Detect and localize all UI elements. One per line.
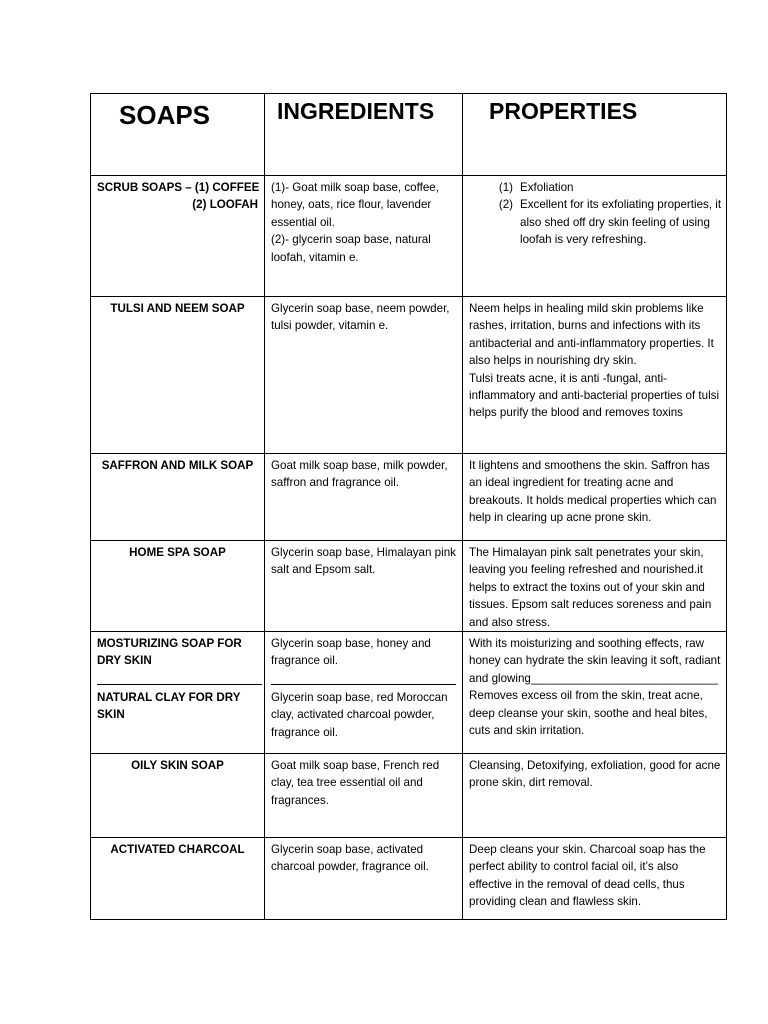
table-row-moisturizing-clay xyxy=(91,632,727,754)
ingredients-text: Glycerin soap base, red Moroccan clay, activated charcoal powder, fragrance oil. xyxy=(271,690,448,739)
soap-name: TULSI AND NEEM SOAP xyxy=(110,302,245,315)
header-soaps: SOAPS xyxy=(119,100,211,130)
ingredients-cell xyxy=(265,176,463,297)
header-ingredients-cell xyxy=(265,94,463,176)
table-row-saffron-milk xyxy=(91,454,727,541)
list-number: (2) xyxy=(498,198,513,212)
soap-name-cell xyxy=(91,754,265,838)
soap-name-cell xyxy=(91,632,265,754)
properties-list-item xyxy=(491,196,722,248)
soap-name: SAFFRON AND MILK SOAP xyxy=(101,459,254,472)
soap-name-line-2: (2) LOOFAH xyxy=(192,198,258,212)
properties-text: Deep cleans your skin. Charcoal soap has the perfect ability to control facial oil, it’s also effective in the removal of dead cells, thus providing clean and flawless skin. xyxy=(469,843,706,909)
list-item-text: Exfoliation xyxy=(520,181,574,194)
soap-name: OILY SKIN SOAP xyxy=(131,759,224,773)
header-properties-cell xyxy=(463,94,727,176)
properties-cell xyxy=(463,297,727,454)
properties-text: With its moisturizing and soothing effects, raw honey can hydrate the skin leaving it soft, radiant and glowing_____________________________ xyxy=(469,637,721,685)
ingredients-text: Glycerin soap base, activated charcoal powder, fragrance oil. xyxy=(271,843,429,874)
soap-table xyxy=(90,93,727,920)
soap-name-line-1: SCRUB SOAPS – (1) COFFEE xyxy=(97,181,260,194)
properties-text: Cleansing, Detoxifying, exfoliation, good for acne prone skin, dirt removal. xyxy=(469,759,721,790)
properties-cell xyxy=(463,754,727,838)
table-row-oily-skin xyxy=(91,754,727,838)
header-soaps-cell xyxy=(91,94,265,176)
properties-cell xyxy=(463,838,727,920)
soap-name-cell xyxy=(91,838,265,920)
properties-list xyxy=(491,179,722,249)
list-item-text: Excellent for its exfoliating properties, it also shed off dry skin feeling of using loofah is very refreshing. xyxy=(520,198,722,247)
soap-name: HOME SPA SOAP xyxy=(129,546,226,559)
ingredients-text xyxy=(265,176,462,266)
ingredients-cell xyxy=(265,541,463,632)
soap-name-cell xyxy=(91,454,265,541)
soap-name-cell xyxy=(91,176,265,297)
soap-name: MOSTURIZING SOAP FOR DRY SKIN xyxy=(97,637,242,668)
properties-cell xyxy=(463,541,727,632)
ingredients-item-1: (1)- Goat milk soap base, coffee, honey, oats, rice flour, lavender essential oil. xyxy=(271,181,439,229)
table-row-home-spa xyxy=(91,541,727,632)
soap-name xyxy=(91,176,264,214)
ingredients-cell xyxy=(265,632,463,754)
divider xyxy=(271,684,456,685)
ingredients-text: Goat milk soap base, French red clay, tea tree essential oil and fragrances. xyxy=(271,759,440,807)
properties-text xyxy=(463,297,726,422)
ingredients-cell xyxy=(265,754,463,838)
ingredients-text: Glycerin soap base, neem powder, tulsi powder, vitamin e. xyxy=(271,302,450,333)
table-row-activated-charcoal xyxy=(91,838,727,920)
list-number: (1) xyxy=(498,181,513,194)
soap-name: ACTIVATED CHARCOAL xyxy=(110,843,245,857)
properties-cell xyxy=(463,454,727,541)
divider xyxy=(97,684,262,685)
ingredients-cell xyxy=(265,454,463,541)
soap-name: NATURAL CLAY FOR DRY SKIN xyxy=(97,690,241,722)
properties-list-wrap xyxy=(463,176,726,249)
properties-text: Removes excess oil from the skin, treat acne, deep cleanse your skin, soothe and heal bites, cuts and skin irritation. xyxy=(469,689,708,738)
header-properties: PROPERTIES xyxy=(489,98,638,124)
properties-cell xyxy=(463,632,727,754)
ingredients-cell xyxy=(265,297,463,454)
ingredients-text: Goat milk soap base, milk powder, saffron and fragrance oil. xyxy=(271,459,448,490)
ingredients-text: Glycerin soap base, honey and fragrance oil. xyxy=(271,637,431,668)
soap-name-cell xyxy=(91,297,265,454)
ingredients-text: Glycerin soap base, Himalayan pink salt and Epsom salt. xyxy=(271,546,456,577)
properties-text: It lightens and smoothens the skin. Saffron has an ideal ingredient for treating acne and breakouts. It holds medical properties which can help in clearing up acne prone skin. xyxy=(469,459,717,525)
properties-paragraph-2: Tulsi treats acne, it is anti -fungal, anti-inflammatory and anti-bacterial properties of tulsi helps purify the blood and removes toxins xyxy=(469,371,720,420)
soap-name-cell xyxy=(91,541,265,632)
properties-text: The Himalayan pink salt penetrates your skin, leaving you feeling refreshed and nourished.it helps to extract the toxins out of your skin and tissues. Epsom salt reduces soreness and pain and also stress. xyxy=(469,546,712,629)
table-row-tulsi-neem xyxy=(91,297,727,454)
properties-cell xyxy=(463,176,727,297)
header-ingredients: INGREDIENTS xyxy=(277,98,435,124)
ingredients-cell xyxy=(265,838,463,920)
table-header-row xyxy=(91,94,727,176)
properties-paragraph-1: Neem helps in healing mild skin problems like rashes, irritation, burns and infections with its antibacterial and anti-inflammatory properties. It also helps in nourishing dry skin. xyxy=(469,302,714,368)
ingredients-item-2: (2)- glycerin soap base, natural loofah, vitamin e. xyxy=(271,233,431,264)
properties-list-item xyxy=(491,179,722,196)
table-row-scrub-soaps xyxy=(91,176,727,297)
